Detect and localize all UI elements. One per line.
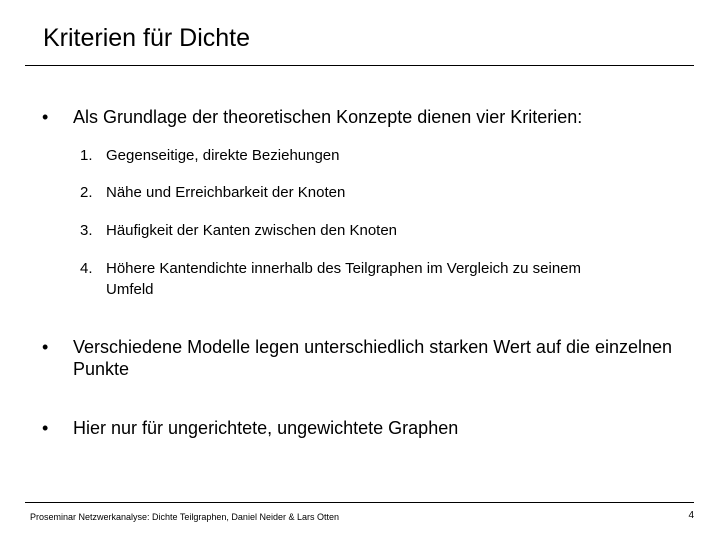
criterion-number: 2. [80, 184, 93, 201]
criterion-number: 3. [80, 222, 93, 239]
bullet-text-criteria-intro: Als Grundlage der theoretischen Konzepte dienen vier Kriterien: [73, 107, 583, 127]
criterion-text: Nähe und Erreichbarkeit der Knoten [106, 184, 346, 201]
slide-title: Kriterien für Dichte [43, 24, 251, 52]
bullet-marker: • [42, 418, 49, 438]
bullet-text-graphs: Hier nur für ungerichtete, ungewichtete Graphen [73, 418, 459, 438]
criterion-text: Gegenseitige, direkte Beziehungen [106, 147, 340, 164]
bullet-text-models: Verschiedene Modelle legen unterschiedlich starken Wert auf die einzelnen Punkte [73, 337, 673, 379]
criterion-text: Häufigkeit der Kanten zwischen den Knoten [106, 222, 398, 239]
criterion-text: Höhere Kantendichte innerhalb des Teilgraphen im Vergleich zu seinem Umfeld [106, 260, 582, 298]
bullet-marker: • [42, 337, 49, 357]
criterion-number: 4. [80, 260, 93, 277]
page-number: 4 [688, 510, 694, 521]
title-divider [25, 65, 694, 66]
bullet-marker: • [42, 107, 49, 127]
footer-divider [25, 502, 694, 503]
criterion-number: 1. [80, 147, 93, 164]
footer-text: Proseminar Netzwerkanalyse: Dichte Teilgraphen, Daniel Neider & Lars Otten [30, 512, 339, 522]
